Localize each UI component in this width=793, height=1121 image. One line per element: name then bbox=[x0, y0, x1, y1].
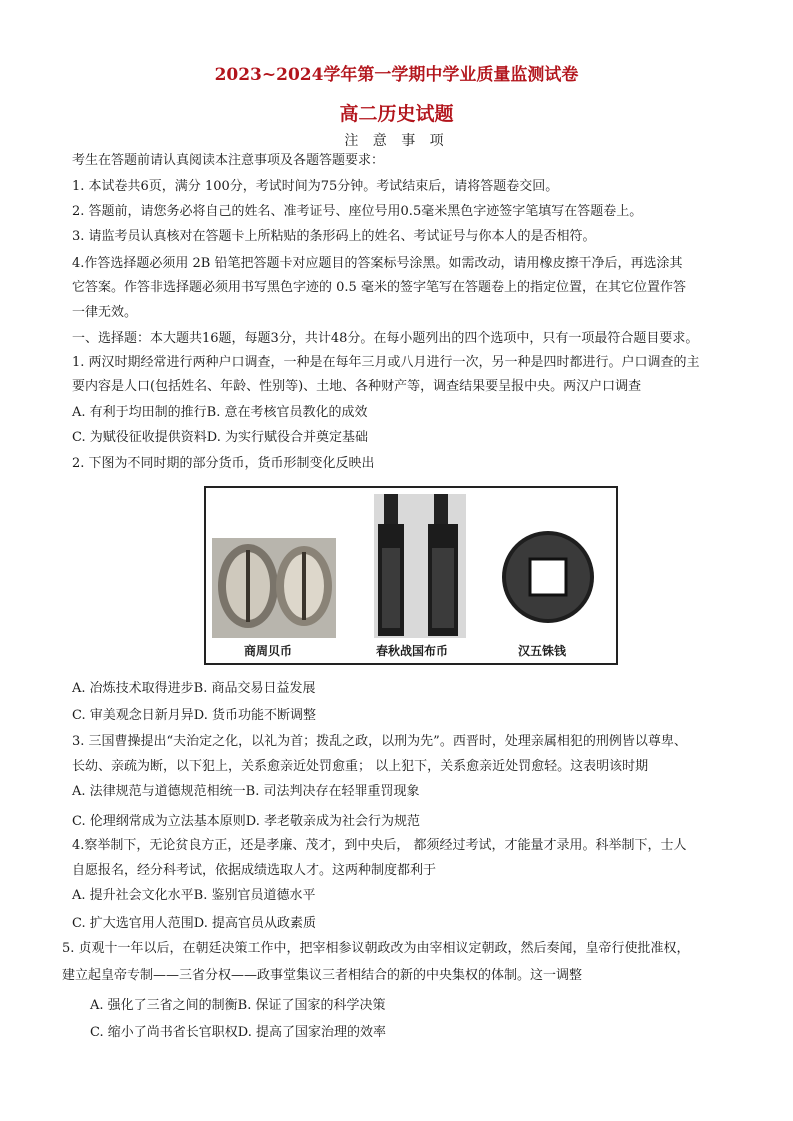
notice-item-3: 3. 请监考员认真核对在答题卡上所粘贴的条形码上的姓名、考试证号与你本人的是否相符。 bbox=[72, 229, 596, 244]
q3-stem-line-2: 长幼、亲疏为断，以下犯上，关系愈亲近处罚愈重； 以上犯下，关系愈亲近处罚愈轻。这表明该时期 bbox=[72, 759, 649, 774]
q4-options-cd: C. 扩大选官用人范围D. 提高官员从政素质 bbox=[72, 916, 316, 931]
notice-item-2: 2. 答题前，请您务必将自己的姓名、准考证号、座位号用0.5毫米黑色字迹签字笔填写在答题卷上。 bbox=[72, 204, 643, 219]
notice-item-1: 1. 本试卷共6页，满分 100分，考试时间为75分钟。考试结束后，请将答题卷交回。 bbox=[72, 179, 559, 194]
q3-stem-line-1: 3. 三国曹操提出“夫治定之化，以礼为首；拨乱之政，以刑为先”。西晋时，处理亲属相犯的刑例皆以尊卑、 bbox=[72, 734, 687, 749]
q2-options-cd: C. 审美观念日新月异D. 货币功能不断调整 bbox=[72, 708, 316, 723]
exam-title: 2023~2024学年第一学期中学业质量监测试卷 bbox=[214, 65, 579, 85]
q4-options-ab: A. 提升社会文化水平B. 鉴别官员道德水平 bbox=[72, 888, 316, 903]
wuzhu-coin-image bbox=[502, 531, 594, 623]
exam-subtitle: 高二历史试题 bbox=[339, 103, 454, 125]
notice-heading: 注 意 事 项 bbox=[344, 133, 449, 149]
currency-illustration bbox=[206, 488, 616, 663]
q4-stem-line-2: 自愿报名，经分科考试，依据成绩选取人才。这两种制度都利于 bbox=[72, 863, 437, 878]
q2-stem: 2. 下图为不同时期的部分货币，货币形制变化反映出 bbox=[72, 456, 375, 471]
q1-options-ab: A. 有利于均田制的推行B. 意在考核官员教化的成效 bbox=[72, 405, 368, 420]
q5-options-ab: A. 强化了三省之间的制衡B. 保证了国家的科学决策 bbox=[90, 998, 386, 1013]
q3-options-ab: A. 法律规范与道德规范相统一B. 司法判决存在轻罪重罚现象 bbox=[72, 784, 420, 799]
q5-options-cd: C. 缩小了尚书省长官职权D. 提高了国家治理的效率 bbox=[90, 1025, 386, 1040]
caption-wuzhu-coin: 汉五铢钱 bbox=[518, 644, 567, 658]
q4-stem-line-1: 4.察举制下，无论贫良方正，还是孝廉、茂才，到中央后， 都须经过考试，才能量才录用。科举制下，士人 bbox=[72, 838, 687, 853]
currency-figure bbox=[204, 486, 618, 665]
q5-stem-line-1: 5. 贞观十一年以后，在朝廷决策工作中，把宰相参议朝政改为由宰相议定朝政，然后奏闻，皇帝行使批准权， bbox=[62, 941, 690, 956]
q1-options-cd: C. 为赋役征收提供资料D. 为实行赋役合并奠定基础 bbox=[72, 430, 368, 445]
q1-stem-line-1: 1. 两汉时期经常进行两种户口调查，一种是在每年三月或八月进行一次，另一种是四时都进行。户口调查的主 bbox=[72, 355, 700, 370]
notice-intro: 考生在答题前请认真阅读本注意事项及各题答题要求： bbox=[72, 153, 385, 168]
q3-options-cd: C. 伦理纲常成为立法基本原则D. 孝老敬亲成为社会行为规范 bbox=[72, 814, 420, 829]
cowrie-shell-image bbox=[212, 538, 336, 638]
q5-stem-line-2: 建立起皇帝专制——三省分权——政事堂集议三者相结合的新的中央集权的体制。这一调整 bbox=[62, 968, 583, 983]
caption-shell-currency: 商周贝币 bbox=[244, 644, 293, 658]
q1-stem-line-2: 要内容是人口(包括姓名、年龄、性别等)、土地、各种财产等，调查结果要呈报中央。两汉户口调查 bbox=[72, 379, 642, 394]
section-heading: 一、选择题：本大题共16题，每题3分，共计48分。在每小题列出的四个选项中，只有一项最符合题目要求。 bbox=[72, 331, 699, 346]
notice-item-4-line-3: 一律无效。 bbox=[72, 305, 138, 320]
spade-coin-image bbox=[374, 494, 466, 638]
q2-options-ab: A. 冶炼技术取得进步B. 商品交易日益发展 bbox=[72, 681, 316, 696]
notice-item-4-line-2: 它答案。作答非选择题必须用书写黑色字迹的 0.5 毫米的签字笔写在答题卷上的指定位置，在其它位置作答 bbox=[72, 280, 686, 295]
caption-spade-currency: 春秋战国布币 bbox=[376, 644, 449, 658]
notice-item-4-line-1: 4.作答选择题必须用 2B 铅笔把答题卡对应题目的答案标号涂黑。如需改动，请用橡皮擦干净后，再选涂其 bbox=[72, 256, 683, 271]
